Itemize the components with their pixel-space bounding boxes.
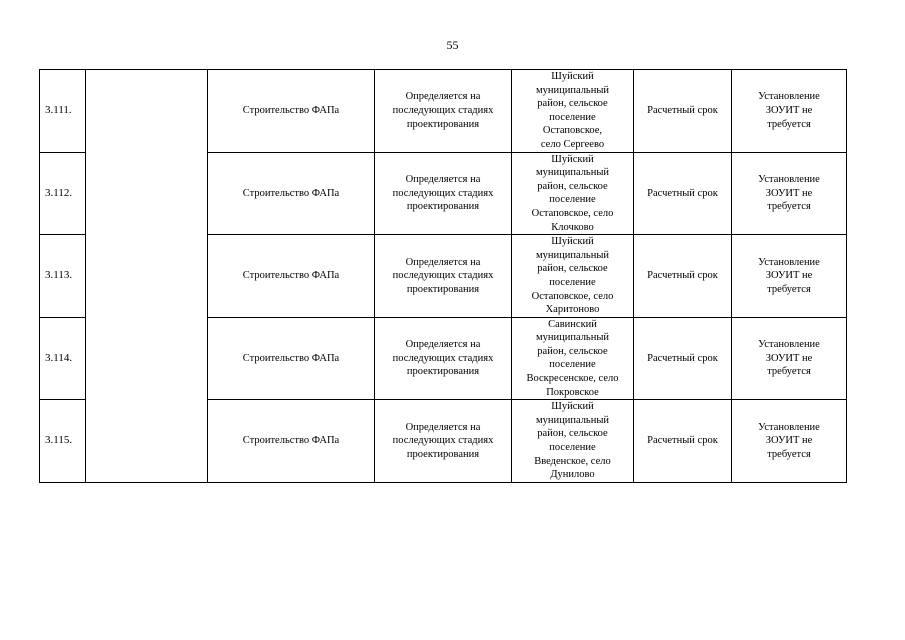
location-line: Клочково xyxy=(551,221,594,233)
zone-line: требуется xyxy=(767,448,811,460)
location-line: Дунилово xyxy=(550,469,595,481)
zone-line: ЗОУИТ не xyxy=(765,435,813,447)
location-line: поселение xyxy=(549,359,596,371)
location-line: Введенское, село xyxy=(534,455,611,467)
zone-line: Установление xyxy=(758,91,820,103)
zone-line: Установление xyxy=(758,421,820,433)
location-line: Воскресенское, село xyxy=(526,373,619,385)
location-line: Остаповское, xyxy=(542,125,603,137)
parameters-line: последующих стадиях xyxy=(392,187,494,199)
zone-cell xyxy=(732,235,847,318)
zone-cell xyxy=(732,317,847,400)
parameters-line: Определяется на xyxy=(405,339,481,351)
object-name-cell: Строительство ФАПа xyxy=(208,70,375,153)
zone-line: ЗОУИТ не xyxy=(765,352,813,364)
parameters-line: Определяется на xyxy=(405,173,481,185)
term-cell: Расчетный срок xyxy=(634,152,732,235)
location-line: район, сельское xyxy=(537,180,608,192)
location-line: район, сельское xyxy=(537,428,608,440)
zone-line: требуется xyxy=(767,201,811,213)
parameters-line: последующих стадиях xyxy=(392,352,494,364)
parameters-cell xyxy=(375,235,512,318)
object-name-cell: Строительство ФАПа xyxy=(208,152,375,235)
parameters-line: проектирования xyxy=(406,366,480,378)
location-cell xyxy=(512,400,634,483)
zone-cell xyxy=(732,152,847,235)
location-line: Шуйский xyxy=(551,401,594,413)
parameters-line: последующих стадиях xyxy=(392,104,494,116)
zone-cell xyxy=(732,400,847,483)
planned-objects-table xyxy=(39,69,847,483)
zone-line: Установление xyxy=(758,256,820,268)
term-cell: Расчетный срок xyxy=(634,70,732,153)
term-cell: Расчетный срок xyxy=(634,400,732,483)
parameters-line: последующих стадиях xyxy=(392,270,494,282)
zone-line: требуется xyxy=(767,118,811,130)
parameters-line: проектирования xyxy=(406,283,480,295)
location-line: Шуйский xyxy=(551,71,594,82)
term-cell: Расчетный срок xyxy=(634,317,732,400)
location-line: Савинский xyxy=(548,318,597,330)
parameters-line: Определяется на xyxy=(405,256,481,268)
location-cell xyxy=(512,235,634,318)
location-line: поселение xyxy=(549,194,596,206)
location-line: район, сельское xyxy=(537,98,608,110)
parameters-line: проектирования xyxy=(406,201,480,213)
parameters-cell xyxy=(375,152,512,235)
table-row xyxy=(40,70,847,153)
parameters-cell xyxy=(375,317,512,400)
location-line: район, сельское xyxy=(537,345,608,357)
location-line: муниципальный xyxy=(535,414,610,426)
merged-empty-cell xyxy=(86,70,208,483)
row-number-cell: 3.112. xyxy=(40,152,86,235)
object-name-cell: Строительство ФАПа xyxy=(208,235,375,318)
object-name-cell: Строительство ФАПа xyxy=(208,400,375,483)
location-line: муниципальный xyxy=(535,167,610,179)
parameters-line: проектирования xyxy=(406,448,480,460)
parameters-cell xyxy=(375,400,512,483)
location-cell xyxy=(512,152,634,235)
zone-line: Установление xyxy=(758,173,820,185)
zone-line: Установление xyxy=(758,339,820,351)
location-line: село Сергеево xyxy=(540,138,605,150)
parameters-cell xyxy=(375,70,512,153)
row-number-cell: 3.111. xyxy=(40,70,86,153)
location-line: Шуйский xyxy=(551,153,594,165)
location-line: муниципальный xyxy=(535,332,610,344)
row-number-cell: 3.115. xyxy=(40,400,86,483)
location-cell xyxy=(512,70,634,153)
location-line: Остаповское, село xyxy=(531,290,614,302)
location-line: муниципальный xyxy=(535,249,610,261)
zone-line: требуется xyxy=(767,366,811,378)
term-cell: Расчетный срок xyxy=(634,235,732,318)
parameters-line: последующих стадиях xyxy=(392,435,494,447)
zone-line: ЗОУИТ не xyxy=(765,104,813,116)
location-line: район, сельское xyxy=(537,263,608,275)
location-line: поселение xyxy=(549,111,596,123)
location-line: поселение xyxy=(549,442,596,454)
zone-cell xyxy=(732,70,847,153)
location-line: Харитоново xyxy=(545,304,600,316)
page-number: 55 xyxy=(446,38,459,52)
location-line: муниципальный xyxy=(535,84,610,96)
parameters-line: Определяется на xyxy=(405,421,481,433)
zone-line: ЗОУИТ не xyxy=(765,187,813,199)
location-cell xyxy=(512,317,634,400)
row-number-cell: 3.114. xyxy=(40,317,86,400)
parameters-line: проектирования xyxy=(406,118,480,130)
zone-line: требуется xyxy=(767,283,811,295)
location-line: Покровское xyxy=(546,386,599,398)
zone-line: ЗОУИТ не xyxy=(765,270,813,282)
parameters-line: Определяется на xyxy=(405,91,481,103)
object-name-cell: Строительство ФАПа xyxy=(208,317,375,400)
row-number-cell: 3.113. xyxy=(40,235,86,318)
location-line: Шуйский xyxy=(551,236,594,248)
location-line: поселение xyxy=(549,276,596,288)
location-line: Остаповское, село xyxy=(531,207,614,219)
